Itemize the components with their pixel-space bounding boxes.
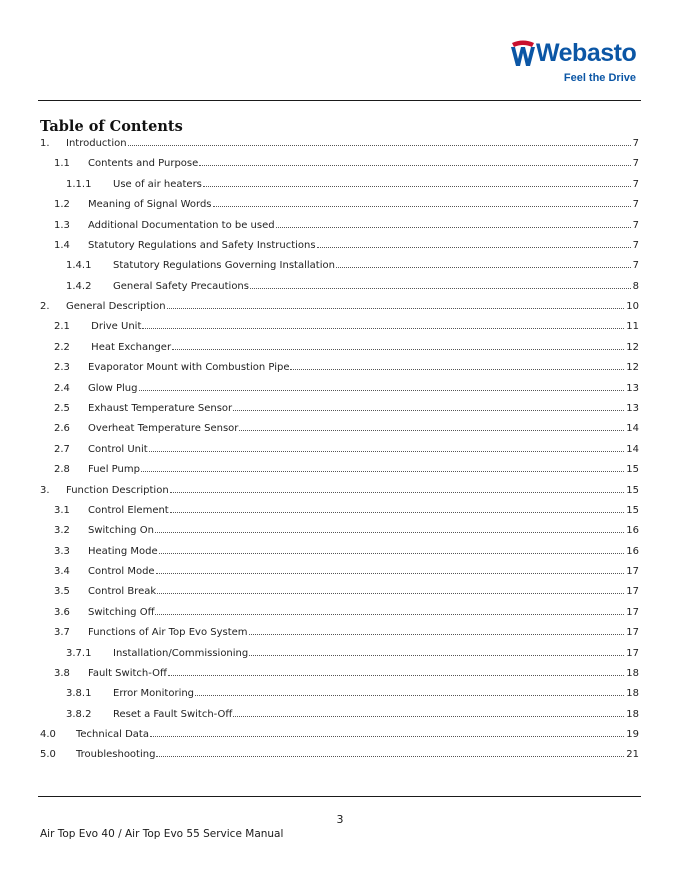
toc-entry-number: 3.2: [54, 525, 70, 537]
toc-entry-page: 7: [632, 158, 639, 170]
toc-dot-leader: [203, 186, 631, 187]
toc-entry-label: Introduction: [66, 138, 127, 149]
toc-entry[interactable]: [0, 238, 680, 254]
toc-dot-leader: [157, 593, 624, 594]
toc-entry-page: 14: [626, 423, 639, 435]
toc-entry-number: 3.5: [54, 586, 70, 598]
toc-entry[interactable]: [0, 503, 680, 519]
toc-entry-label: Fault Switch-Off: [88, 667, 167, 679]
toc-dot-leader: [317, 247, 631, 248]
toc-entry-label: Switching Off: [88, 606, 155, 618]
toc-entry[interactable]: [0, 279, 680, 295]
page-number: 3: [336, 813, 344, 826]
toc-entry-page: 21: [626, 749, 639, 761]
toc-dot-leader: [141, 471, 624, 472]
toc-entry-number: 3.4: [54, 566, 70, 577]
toc-entry-label: Exhaust Temperature Sensor: [88, 402, 233, 414]
toc-entry-number: 2.8: [54, 464, 70, 476]
toc-entry[interactable]: [0, 442, 680, 458]
toc-entry-number: 3.6: [54, 606, 70, 618]
toc-entry-page: 17: [626, 647, 639, 659]
toc-dot-leader: [142, 328, 624, 329]
toc-entry[interactable]: [0, 177, 680, 193]
toc-entry-number: 3.8.1: [66, 688, 92, 700]
toc-entry-number: 3.8.2: [66, 708, 92, 720]
toc-entry-page: 17: [626, 586, 639, 598]
toc-entry-label: Glow Plug: [88, 382, 138, 394]
toc-entry-number: 2.2: [54, 341, 70, 353]
toc-entry[interactable]: [0, 258, 680, 274]
toc-entry-label: Switching On: [88, 525, 154, 537]
toc-dot-leader: [156, 756, 624, 757]
toc-entry[interactable]: [0, 462, 680, 478]
toc-entry-label: Fuel Pump: [88, 464, 140, 476]
toc-entry[interactable]: [0, 319, 680, 335]
toc-entry-label: Function Description: [66, 484, 169, 496]
toc-entry-label: General Safety Precautions: [113, 280, 249, 292]
toc-dot-leader: [233, 410, 624, 411]
toc-entry-number: 2.: [40, 301, 50, 312]
toc-entry-label: Error Monitoring: [113, 688, 195, 700]
toc-entry[interactable]: [0, 136, 680, 152]
toc-entry-label: Troubleshooting: [76, 749, 156, 761]
toc-entry[interactable]: [0, 584, 680, 600]
toc-entry-page: 16: [626, 525, 639, 537]
toc-entry[interactable]: [0, 605, 680, 621]
toc-entry[interactable]: [0, 218, 680, 234]
toc-entry[interactable]: [0, 544, 680, 560]
toc-entry-page: 15: [626, 504, 639, 516]
toc-entry-page: 12: [626, 362, 639, 374]
toc-entry-page: 19: [626, 729, 639, 740]
toc-entry[interactable]: [0, 360, 680, 376]
toc-entry-number: 1.1: [54, 158, 70, 170]
toc-entry-page: 18: [626, 667, 639, 679]
toc-entry-page: 18: [626, 688, 639, 700]
toc-entry[interactable]: [0, 340, 680, 356]
logo-tagline: Feel the Drive: [563, 72, 636, 84]
toc-entry-page: 11: [626, 321, 639, 333]
toc-dot-leader: [249, 655, 624, 656]
logo-wordmark: Webasto: [536, 39, 637, 67]
toc-entry-number: 4.0: [40, 729, 56, 740]
toc-entry-label: Heat Exchanger: [88, 341, 172, 353]
toc-entry-number: 3.1: [54, 504, 70, 516]
toc-entry-label: Control Unit: [88, 443, 148, 455]
toc-dot-leader: [168, 675, 624, 676]
toc-entry[interactable]: [0, 421, 680, 437]
toc-entry[interactable]: [0, 483, 680, 499]
toc-entry-number: 2.7: [54, 443, 70, 455]
toc-entry-number: 2.5: [54, 402, 70, 414]
toc-dot-leader: [195, 695, 624, 696]
toc-entry-number: 2.1: [54, 321, 70, 333]
toc-entry[interactable]: [0, 299, 680, 315]
toc-dot-leader: [155, 532, 624, 533]
toc-entry[interactable]: [0, 625, 680, 641]
toc-entry-number: 2.3: [54, 362, 70, 374]
toc-entry[interactable]: [0, 564, 680, 580]
toc-dot-leader: [249, 634, 625, 635]
toc-dot-leader: [167, 308, 625, 309]
toc-entry-number: 3.7.1: [66, 647, 92, 659]
footer-document-title: Air Top Evo 40 / Air Top Evo 55 Service Manual: [40, 828, 284, 840]
toc-entry-number: 1.4.1: [66, 260, 92, 272]
toc-entry[interactable]: [0, 707, 680, 723]
toc-entry-label: Use of air heaters: [113, 178, 202, 190]
toc-entry-page: 8: [632, 280, 639, 292]
toc-entry-label: Meaning of Signal Words: [88, 199, 212, 211]
toc-entry-page: 18: [626, 708, 639, 720]
header-divider: [38, 100, 641, 101]
toc-entry-label: Overheat Temperature Sensor: [88, 423, 239, 435]
toc-entry-number: 2.6: [54, 423, 70, 435]
webasto-w-icon: [510, 39, 536, 69]
toc-entry[interactable]: [0, 686, 680, 702]
toc-entry-page: 17: [626, 606, 639, 618]
toc-entry-label: Statutory Regulations and Safety Instructions: [88, 239, 316, 251]
toc-entry-number: 1.1.1: [66, 178, 92, 190]
toc-entry-page: 16: [626, 545, 639, 557]
toc-entry[interactable]: [0, 646, 680, 662]
toc-entry-page: 17: [626, 627, 639, 639]
toc-entry-number: 3.3: [54, 545, 70, 557]
toc-dot-leader: [155, 614, 624, 615]
toc-entry-label: General Description: [66, 301, 166, 312]
toc-entry-number: 2.4: [54, 382, 70, 394]
toc-dot-leader: [213, 206, 631, 207]
toc-entry-number: 1.: [40, 138, 50, 149]
webasto-logo: [510, 38, 638, 88]
toc-dot-leader: [199, 165, 630, 166]
toc-entry-label: Control Element: [88, 504, 169, 516]
toc-entry[interactable]: [0, 727, 680, 743]
toc-entry[interactable]: [0, 381, 680, 397]
toc-dot-leader: [290, 369, 624, 370]
toc-entry-label: Functions of Air Top Evo System: [88, 627, 248, 639]
toc-entry-page: 7: [632, 178, 639, 190]
toc-title: Table of Contents: [40, 118, 183, 135]
toc-entry-page: 7: [632, 260, 639, 272]
toc-entry-page: 7: [632, 138, 639, 149]
toc-dot-leader: [150, 736, 624, 737]
toc-entry-label: Evaporator Mount with Combustion Pipe: [88, 362, 290, 374]
toc-entry-page: 15: [626, 484, 639, 496]
toc-dot-leader: [149, 451, 625, 452]
toc-entry-label: Control Mode: [88, 566, 155, 577]
toc-dot-leader: [233, 716, 624, 717]
toc-dot-leader: [170, 492, 625, 493]
toc-entry-page: 7: [632, 239, 639, 251]
toc-dot-leader: [250, 288, 631, 289]
toc-dot-leader: [336, 267, 631, 268]
toc-entry-page: 14: [626, 443, 639, 455]
toc-entry-page: 17: [626, 566, 639, 577]
toc-entry[interactable]: [0, 197, 680, 213]
toc-dot-leader: [239, 430, 624, 431]
toc-entry-number: 1.2: [54, 199, 70, 211]
toc-entry-label: Control Break: [88, 586, 157, 598]
toc-entry-label: Contents and Purpose: [88, 158, 199, 170]
toc-entry-number: 3.: [40, 484, 50, 496]
toc-dot-leader: [128, 145, 631, 146]
toc-entry-page: 13: [626, 402, 639, 414]
toc-entry-number: 1.4.2: [66, 280, 92, 292]
toc-entry-page: 15: [626, 464, 639, 476]
toc-dot-leader: [172, 349, 624, 350]
toc-entry-page: 7: [632, 199, 639, 211]
toc-dot-leader: [156, 573, 625, 574]
toc-entry-page: 7: [632, 219, 639, 231]
toc-entry-label: Additional Documentation to be used: [88, 219, 275, 231]
toc-entry-page: 12: [626, 341, 639, 353]
toc-dot-leader: [170, 512, 625, 513]
toc-entry[interactable]: [0, 523, 680, 539]
toc-entry-label: Installation/Commissioning: [113, 647, 249, 659]
toc-entry[interactable]: [0, 747, 680, 763]
toc-entry-number: 5.0: [40, 749, 56, 761]
footer-divider: [38, 796, 641, 797]
toc-entry-label: Drive Unit: [88, 321, 142, 333]
toc-dot-leader: [139, 390, 625, 391]
toc-dot-leader: [276, 227, 631, 228]
toc-entry-label: Heating Mode: [88, 545, 158, 557]
toc-entry-label: Technical Data: [76, 729, 149, 740]
toc-entry-number: 3.7: [54, 627, 70, 639]
toc-dot-leader: [159, 553, 625, 554]
toc-entry-number: 3.8: [54, 667, 70, 679]
toc-entry-page: 10: [626, 301, 639, 312]
toc-entry-number: 1.3: [54, 219, 70, 231]
toc-entry-page: 13: [626, 382, 639, 394]
toc-entry-label: Statutory Regulations Governing Installation: [113, 260, 335, 272]
toc-entry-label: Reset a Fault Switch-Off: [113, 708, 233, 720]
toc-entry[interactable]: [0, 666, 680, 682]
toc-entry[interactable]: [0, 401, 680, 417]
toc-entry-number: 1.4: [54, 239, 70, 251]
toc-entry[interactable]: [0, 156, 680, 172]
